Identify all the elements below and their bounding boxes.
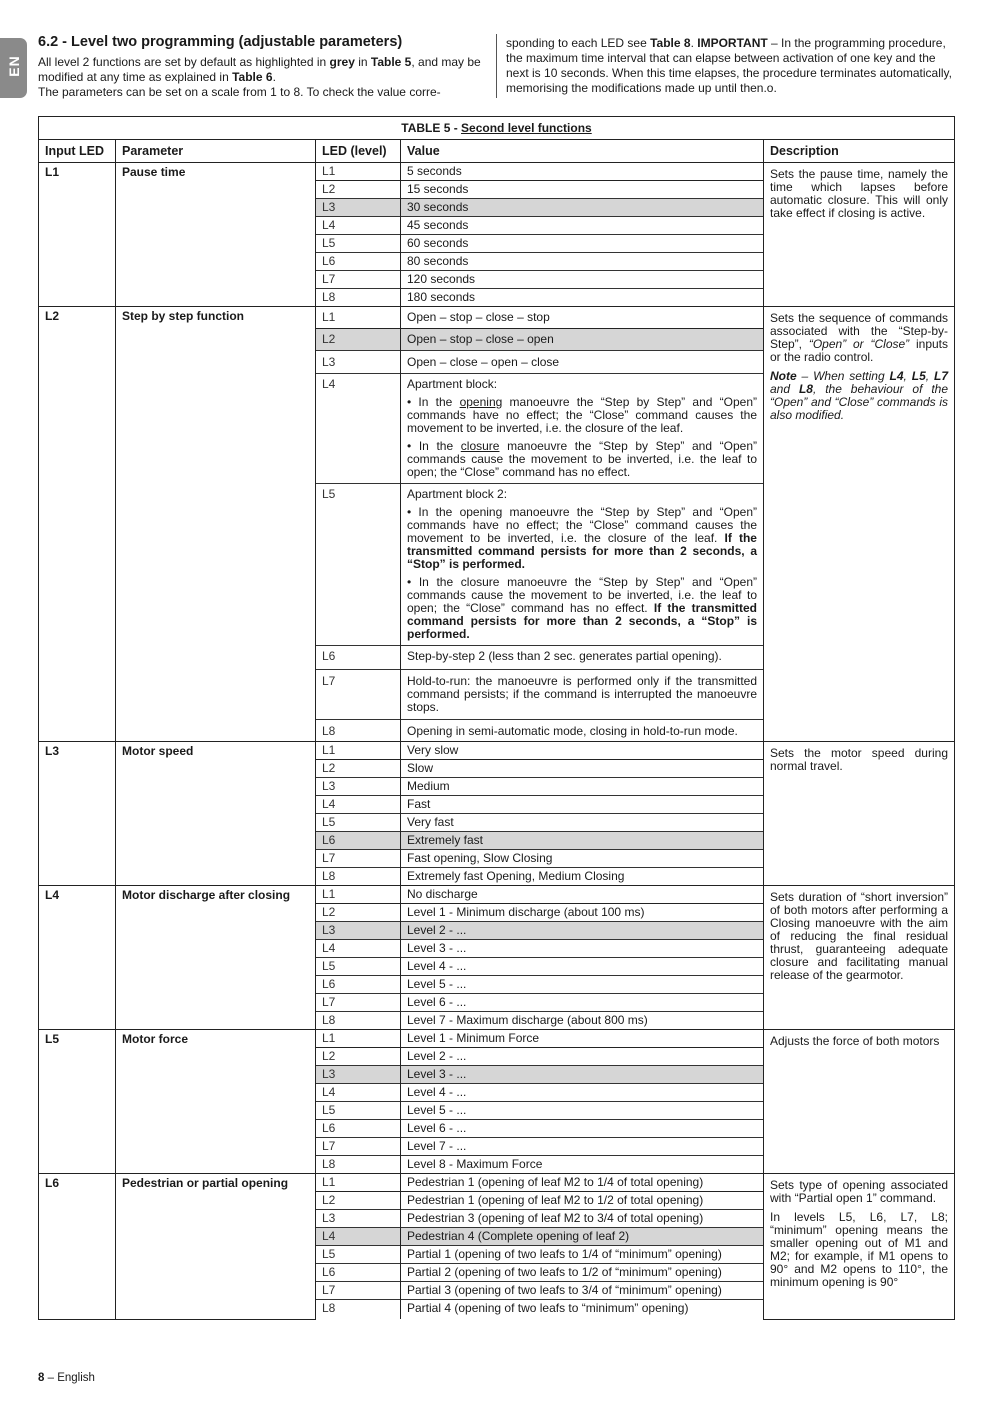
value-cell: Open – close – open – close	[401, 351, 764, 374]
value-cell: Level 2 - ...	[401, 1048, 764, 1066]
parameter-cell: Pause time	[116, 163, 316, 307]
value-cell: Very slow	[401, 742, 764, 760]
value-cell: 45 seconds	[401, 217, 764, 235]
level-cell: L7	[316, 994, 401, 1012]
level-cell: L3	[316, 1210, 401, 1228]
value-cell: Extremely fast Opening, Medium Closing	[401, 868, 764, 886]
value-cell: Step-by-step 2 (less than 2 sec. generates partial opening).	[401, 646, 764, 670]
level-cell: L8	[316, 1012, 401, 1030]
value-cell: Pedestrian 1 (opening of leaf M2 to 1/4 of total opening)	[401, 1174, 764, 1192]
language-tab	[0, 38, 27, 98]
value-cell: 5 seconds	[401, 163, 764, 181]
level-cell: L6	[316, 253, 401, 271]
value-cell: Fast	[401, 796, 764, 814]
description-cell	[764, 1174, 955, 1320]
intro-paragraph-1: All level 2 functions are set by default as highlighted in grey in Table 5, and may be modified at any time as explained in Table 6.	[38, 55, 481, 84]
description-cell	[764, 307, 955, 742]
value-cell: Level 5 - ...	[401, 1102, 764, 1120]
value-cell: Open – stop – close – stop	[401, 307, 764, 329]
level-cell: L2	[316, 904, 401, 922]
table-row	[39, 163, 955, 181]
value-cell: Pedestrian 4 (Complete opening of leaf 2)	[401, 1228, 764, 1246]
value-cell: Open – stop – close – open	[401, 329, 764, 351]
section-title: 6.2 - Level two programming (adjustable parameters)	[38, 34, 403, 50]
table-row	[39, 307, 955, 329]
value-cell: Partial 4 (opening of two leafs to “minimum” opening)	[401, 1300, 764, 1320]
table-row	[39, 1030, 955, 1048]
intro-section	[38, 34, 954, 104]
level-cell: L5	[316, 235, 401, 253]
level-cell: L4	[316, 796, 401, 814]
value-cell: Pedestrian 1 (opening of leaf M2 to 1/2 of total opening)	[401, 1192, 764, 1210]
level-cell: L6	[316, 1264, 401, 1282]
level-cell: L8	[316, 289, 401, 307]
level-cell: L5	[316, 1246, 401, 1264]
header-parameter: Parameter	[116, 140, 316, 163]
level-cell: L8	[316, 720, 401, 742]
value-cell: Level 3 - ...	[401, 940, 764, 958]
level-cell: L4	[316, 374, 401, 484]
value-cell: Level 5 - ...	[401, 976, 764, 994]
input-led-cell: L2	[39, 307, 116, 742]
level-cell: L4	[316, 1084, 401, 1102]
value-cell: Level 7 - Maximum discharge (about 800 ms)	[401, 1012, 764, 1030]
intro-paragraph-2: The parameters can be set on a scale from 1 to 8. To check the value corre-	[38, 85, 441, 99]
level-cell: L3	[316, 199, 401, 217]
description-cell: Sets duration of “short inversion” of both motors after performing a Closing manoeuvre with the aim of reducing the final residual thrust, guaranteeing adequate closure and facilitating manual release of the gearmotor.	[764, 886, 955, 1030]
input-led-cell: L1	[39, 163, 116, 307]
value-cell: Hold-to-run: the manoeuvre is performed only if the transmitted command persists; if the command is interrupted the manoeuvre stops.	[401, 670, 764, 720]
description-note: Note – When setting L4, L5, L7 and L8, the behaviour of the “Open” and “Close” commands is also modified.	[770, 369, 949, 422]
value-cell: 80 seconds	[401, 253, 764, 271]
table-row	[39, 742, 955, 760]
level-cell: L1	[316, 1174, 401, 1192]
header-input-led: Input LED	[39, 140, 116, 163]
value-cell: Pedestrian 3 (opening of leaf M2 to 3/4 of total opening)	[401, 1210, 764, 1228]
page-footer	[38, 1372, 95, 1384]
level-cell: L2	[316, 1048, 401, 1066]
value-cell: Level 3 - ...	[401, 1066, 764, 1084]
value-cell: 30 seconds	[401, 199, 764, 217]
value-cell: Extremely fast	[401, 832, 764, 850]
description-text: Sets the sequence of commands associated with the “Step-by-Step”, “Open” or “Close” inputs or the radio control.	[770, 311, 949, 364]
level-cell: L7	[316, 1138, 401, 1156]
table-5	[38, 116, 955, 1320]
value-cell: Level 7 - ...	[401, 1138, 764, 1156]
level-cell: L2	[316, 181, 401, 199]
level-cell: L4	[316, 217, 401, 235]
level-cell: L3	[316, 922, 401, 940]
level-cell: L1	[316, 307, 401, 329]
table-row	[39, 1174, 955, 1192]
value-cell: Apartment block: • In the opening manoeuvre the “Step by Step” and “Open” commands have no effect; the “Close” command causes the movement to be inverted, i.e. the closure of the leaf. • In the closure manoeuvre the “Step by Step” and “Open” commands cause the movement to be inverted, i.e. the leaf to open; the “Close” command has no effect.	[401, 374, 764, 484]
description-cell: Sets the motor speed during normal travel.	[764, 742, 955, 886]
level-cell: L5	[316, 958, 401, 976]
footer-language: – English	[44, 1372, 95, 1384]
level-cell: L6	[316, 646, 401, 670]
level-cell: L2	[316, 760, 401, 778]
value-cell: Level 4 - ...	[401, 1084, 764, 1102]
parameter-cell: Motor discharge after closing	[116, 886, 316, 1030]
page-number: 8	[38, 1372, 45, 1384]
header-led-level: LED (level)	[316, 140, 401, 163]
parameter-cell: Motor force	[116, 1030, 316, 1174]
header-value: Value	[401, 140, 764, 163]
intro-paragraph-3: sponding to each LED see Table 8. IMPORTANT – In the programming procedure, the maximum time interval that can elapse between activation of one key and the next is 10 seconds. When this time elapses, the procedure terminates automatically, memorising the modifications made up until then.o.	[506, 36, 952, 95]
level-cell: L7	[316, 271, 401, 289]
value-cell: 180 seconds	[401, 289, 764, 307]
level-cell: L6	[316, 1120, 401, 1138]
value-cell: Level 6 - ...	[401, 994, 764, 1012]
input-led-cell: L5	[39, 1030, 116, 1174]
description-cell: Sets the pause time, namely the time which lapses before automatic closure. This will only take effect if closing is active.	[764, 163, 955, 307]
input-led-cell: L6	[39, 1174, 116, 1320]
level-cell: L3	[316, 1066, 401, 1084]
value-cell: 120 seconds	[401, 271, 764, 289]
parameter-cell: Step by step function	[116, 307, 316, 742]
level-cell: L5	[316, 484, 401, 646]
parameter-cell: Pedestrian or partial opening	[116, 1174, 316, 1320]
level-cell: L8	[316, 1300, 401, 1320]
value-cell: Level 4 - ...	[401, 958, 764, 976]
level-cell: L8	[316, 1156, 401, 1174]
value-cell: Slow	[401, 760, 764, 778]
value-cell: Opening in semi-automatic mode, closing in hold-to-run mode.	[401, 720, 764, 742]
value-cell: Level 2 - ...	[401, 922, 764, 940]
value-cell: Level 1 - Minimum discharge (about 100 ms)	[401, 904, 764, 922]
input-led-cell: L4	[39, 886, 116, 1030]
value-cell: No discharge	[401, 886, 764, 904]
level-cell: L2	[316, 1192, 401, 1210]
level-cell: L2	[316, 329, 401, 351]
table-row	[39, 886, 955, 904]
level-cell: L3	[316, 778, 401, 796]
value-cell: Level 8 - Maximum Force	[401, 1156, 764, 1174]
value-cell: Level 6 - ...	[401, 1120, 764, 1138]
value-cell: Medium	[401, 778, 764, 796]
level-cell: L7	[316, 850, 401, 868]
value-cell: Partial 2 (opening of two leafs to 1/2 of “minimum” opening)	[401, 1264, 764, 1282]
description-text-2: In levels L5, L6, L7, L8; “minimum” opening means the smaller opening out of M1 and M2; for example, if M1 opens to 90° and M2 opens to 110°, the minimum opening is 90°	[770, 1210, 948, 1289]
value-cell: Very fast	[401, 814, 764, 832]
parameter-cell: Motor speed	[116, 742, 316, 886]
header-description: Description	[764, 140, 955, 163]
level-cell: L6	[316, 832, 401, 850]
value-cell: Apartment block 2: • In the opening manoeuvre the “Step by Step” and “Open” commands have no effect; the “Close” command causes the movement to be inverted, i.e. the closure of the leaf. If the transmitted command persists for more than 2 seconds, a “Stop” is performed. • In the closure manoeuvre the “Step by Step” and “Open” commands cause the movement to be inverted, i.e. the leaf to open; the “Close” command has no effect. If the transmitted command persists for more than 2 seconds, a “Stop” is performed.	[401, 484, 764, 646]
table-caption: TABLE 5 - Second level functions	[39, 117, 955, 140]
level-cell: L4	[316, 1228, 401, 1246]
intro-column-right	[496, 34, 954, 98]
value-cell: Level 1 - Minimum Force	[401, 1030, 764, 1048]
level-cell: L5	[316, 814, 401, 832]
description-text: Sets type of opening associated with “Partial open 1” command.	[770, 1178, 948, 1205]
level-cell: L6	[316, 976, 401, 994]
value-cell: 60 seconds	[401, 235, 764, 253]
level-cell: L7	[316, 670, 401, 720]
level-cell: L1	[316, 886, 401, 904]
input-led-cell: L3	[39, 742, 116, 886]
level-cell: L5	[316, 1102, 401, 1120]
language-tab-label: EN	[6, 55, 22, 77]
level-cell: L1	[316, 1030, 401, 1048]
level-cell: L4	[316, 940, 401, 958]
intro-column-left	[38, 34, 488, 100]
level-cell: L7	[316, 1282, 401, 1300]
value-cell: Partial 1 (opening of two leafs to 1/4 of “minimum” opening)	[401, 1246, 764, 1264]
description-cell: Adjusts the force of both motors	[764, 1030, 955, 1174]
level-cell: L1	[316, 163, 401, 181]
value-cell: Fast opening, Slow Closing	[401, 850, 764, 868]
level-cell: L8	[316, 868, 401, 886]
value-cell: Partial 3 (opening of two leafs to 3/4 of “minimum” opening)	[401, 1282, 764, 1300]
value-cell: 15 seconds	[401, 181, 764, 199]
level-cell: L3	[316, 351, 401, 374]
level-cell: L1	[316, 742, 401, 760]
